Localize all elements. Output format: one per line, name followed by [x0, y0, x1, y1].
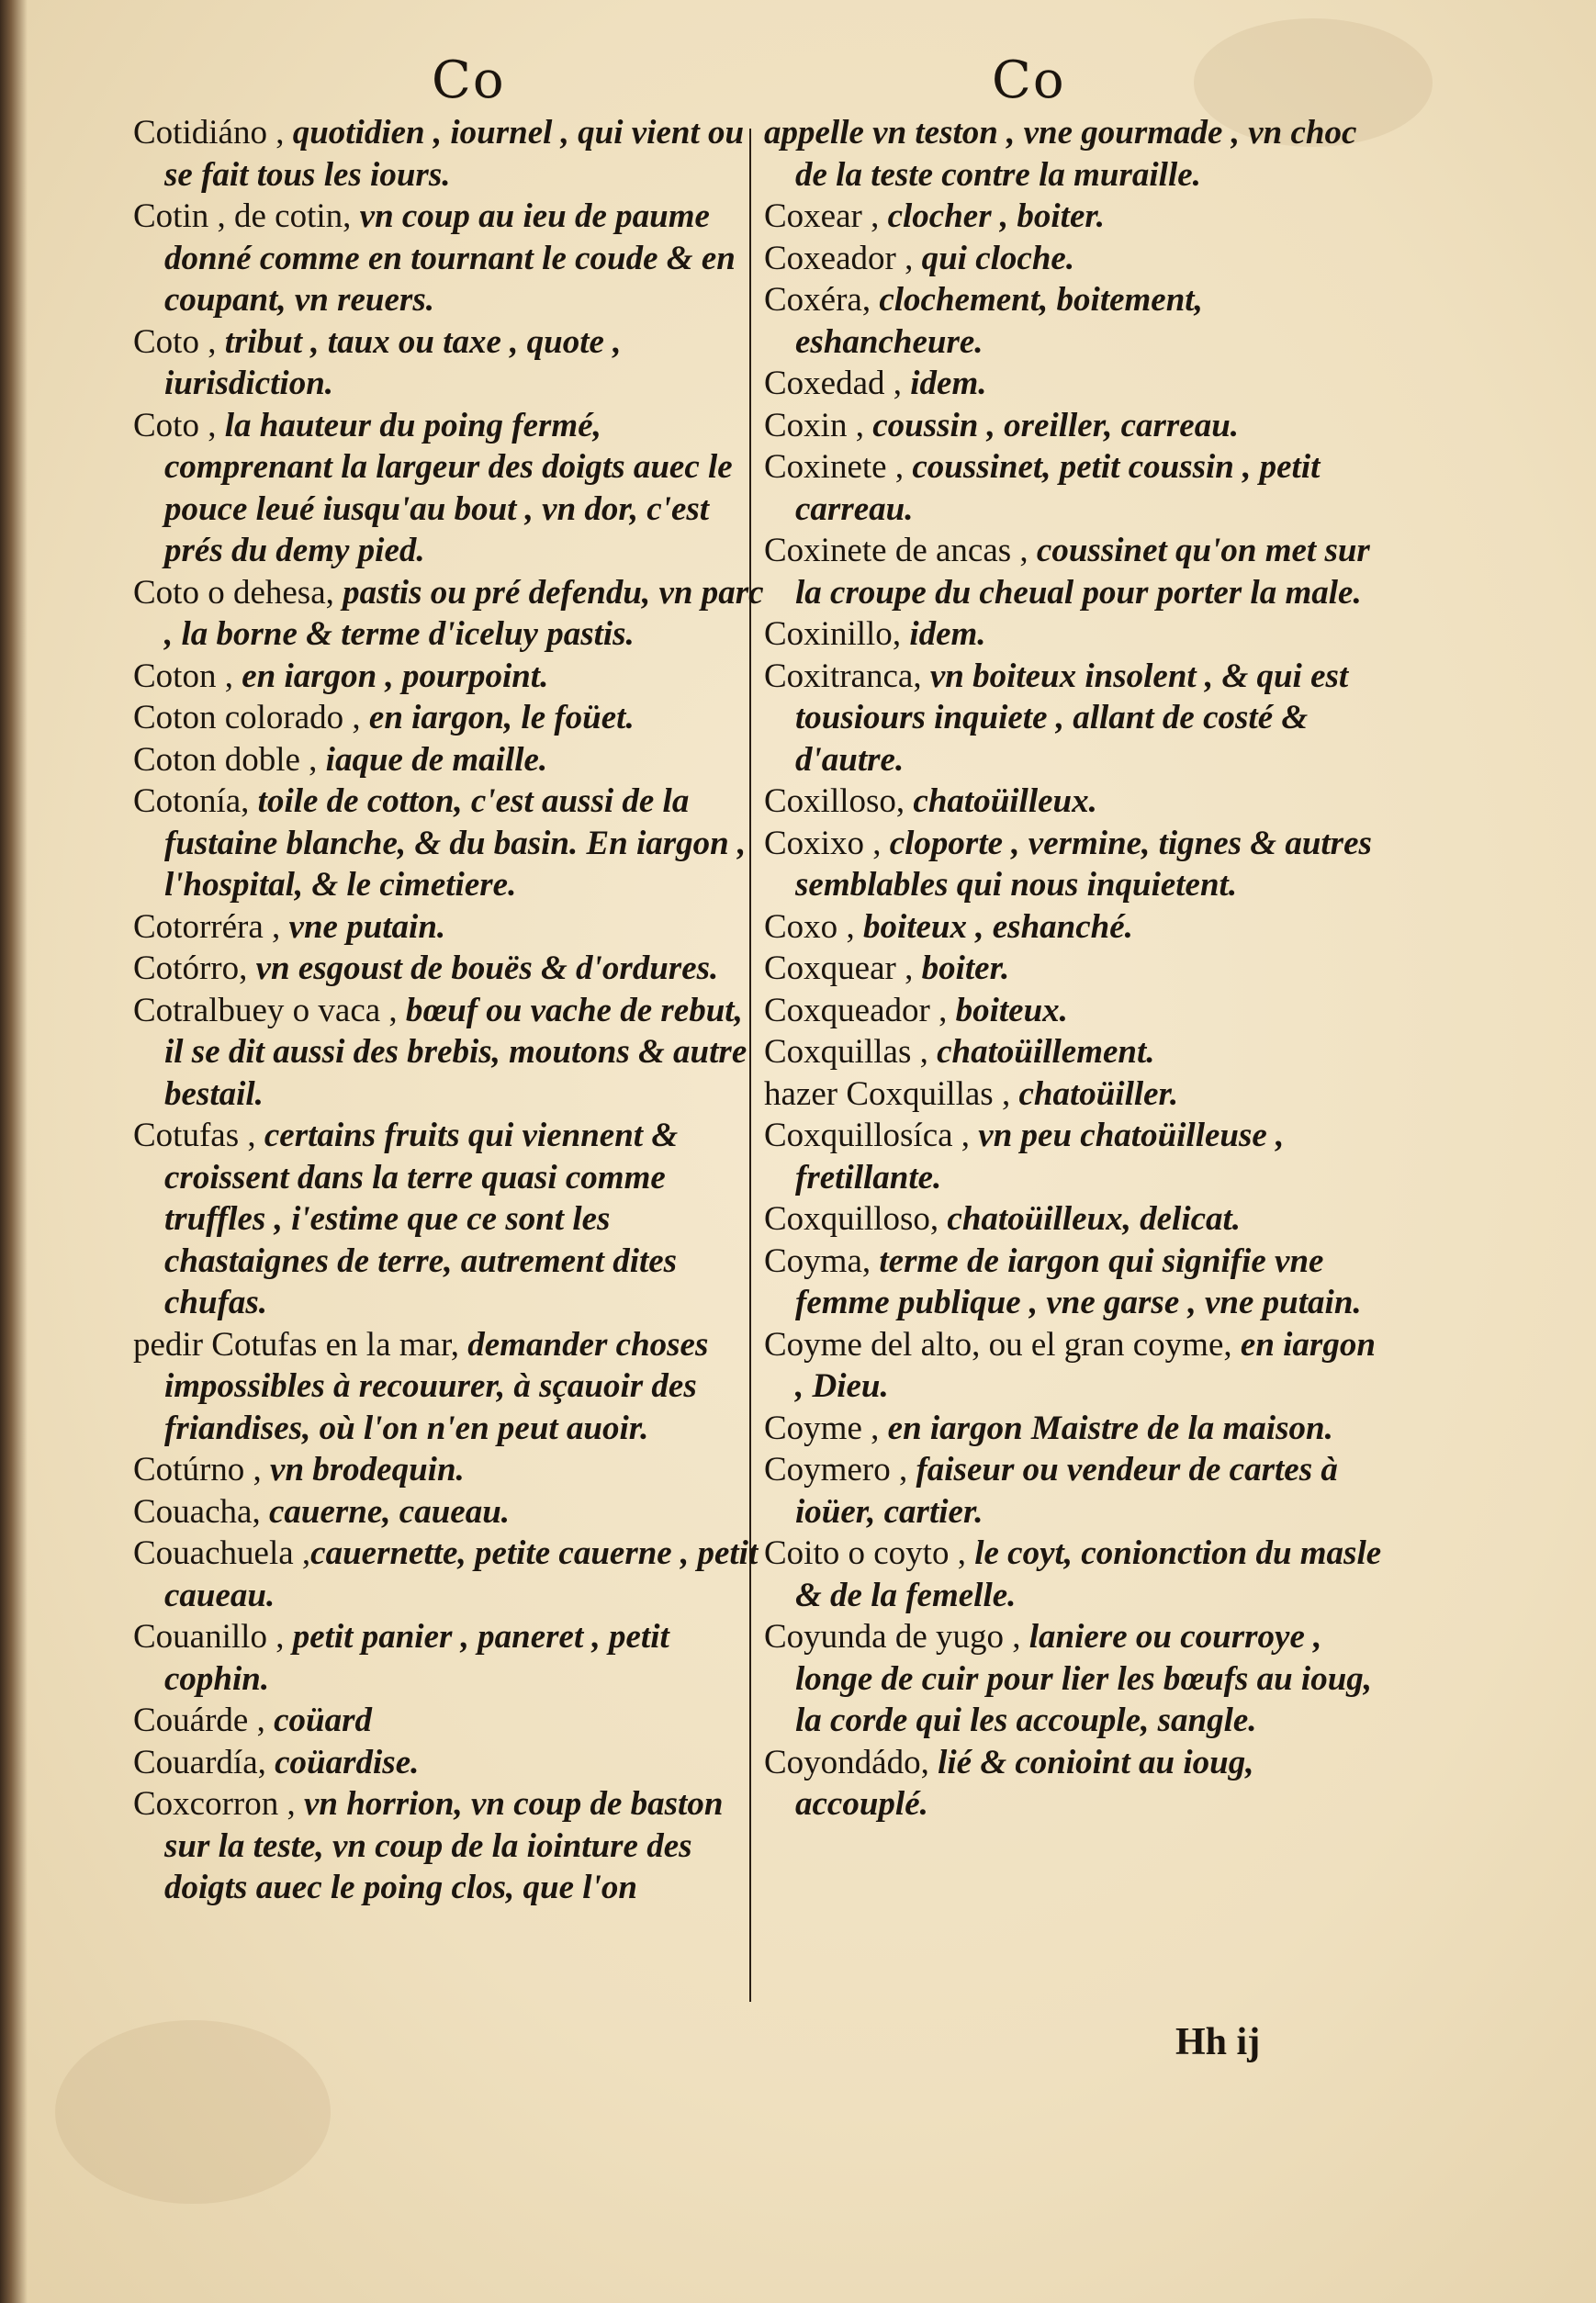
entry-separator: ,: [847, 406, 873, 444]
entry-headword: Cotúrno: [133, 1451, 245, 1489]
dictionary-entry: [133, 1700, 767, 1742]
dictionary-entry: [764, 1031, 1388, 1073]
entry-separator: ,: [343, 197, 360, 235]
entry-definition: vn esgoust de bouës & d'ordures.: [255, 949, 719, 987]
dictionary-entry: [133, 405, 767, 572]
dictionary-entry: [133, 1449, 767, 1491]
entry-headword: Coxeador: [764, 239, 896, 277]
paper-stain: [55, 2020, 331, 2204]
entry-headword: Coto: [133, 406, 199, 444]
dictionary-entry: [764, 1241, 1388, 1324]
entry-separator: ,: [895, 239, 922, 277]
dictionary-entry: [764, 363, 1388, 405]
entry-definition: chatoüillement.: [937, 1033, 1155, 1071]
entry-definition: quotidien , iournel , qui vient ou se fait tous les iours.: [164, 114, 745, 194]
entry-separator: ,: [949, 1534, 975, 1572]
entry-headword: Coxixo: [764, 824, 864, 862]
dictionary-entry: [764, 238, 1388, 280]
entry-headword: Coxcorron: [133, 1785, 279, 1823]
entry-separator: ,: [216, 657, 242, 695]
dictionary-entry: [133, 697, 767, 739]
entry-headword: Coito o coyto: [764, 1534, 950, 1572]
entry-headword: Coxquillosíca: [764, 1117, 953, 1154]
entry-headword: Coton: [133, 657, 217, 695]
dictionary-entry: [764, 1073, 1388, 1116]
dictionary-entry: [764, 948, 1388, 990]
dictionary-entry: [133, 1533, 767, 1616]
entry-separator: ,: [895, 782, 914, 820]
entry-definition: petit panier , paneret , petit cophin.: [164, 1618, 669, 1698]
dictionary-entry: [133, 1115, 767, 1324]
dictionary-entry: [133, 1742, 767, 1784]
entry-separator: ,: [266, 1618, 293, 1656]
entry-separator: ,: [892, 615, 910, 653]
entry-headword: Coto o dehesa: [133, 573, 326, 612]
dictionary-entry: [764, 1324, 1388, 1408]
entry-definition: appelle vn teston , vne gourmade , vn choc de la teste contre la muraille.: [764, 114, 1357, 194]
dictionary-entry: [133, 196, 767, 321]
entry-headword: pedir Cotufas en la mar: [133, 1325, 451, 1364]
entry-definition: clocher , boiter.: [887, 197, 1105, 235]
entry-separator: ,: [257, 1743, 275, 1781]
entry-definition: vn brodequin.: [270, 1451, 465, 1489]
entry-definition: vn peu chatoüilleuse , fretillante.: [795, 1117, 1285, 1196]
entry-definition: coüardise.: [275, 1743, 420, 1781]
entry-definition: vn horrion, vn coup de baston sur la teste, vn coup de la iointure des doigts auec le poing clos, que l'on: [164, 1785, 724, 1906]
entry-separator: ,: [886, 448, 913, 486]
entry-definition: vn coup au ieu de paume donné comme en tournant le coude & en coupant, vn reuers.: [164, 197, 736, 319]
entry-headword: Coyma: [764, 1241, 862, 1280]
entry-definition: cauernette, petite cauerne , petit caueau.: [164, 1534, 759, 1614]
dictionary-entry: [764, 530, 1388, 613]
entry-headword: Couachuela: [133, 1534, 294, 1572]
entry-headword: Couanillo: [133, 1618, 267, 1656]
entry-headword: hazer Coxquillas: [764, 1074, 994, 1113]
entry-separator: ,: [450, 1325, 468, 1364]
entry-separator: ,: [895, 949, 922, 987]
entry-separator: ,: [911, 1033, 938, 1071]
entry-definition: pastis ou pré defendu, vn parc , la borne & terme d'iceluy pastis.: [164, 573, 764, 653]
entry-headword: Coxo: [764, 907, 838, 946]
dictionary-column-left: [133, 112, 767, 1909]
entry-headword: Coxqueador: [764, 991, 930, 1029]
entry-definition: faiseur ou vendeur de cartes à ioüer, cartier.: [795, 1451, 1338, 1531]
dictionary-entry: [133, 112, 767, 196]
entry-headword: Coton doble: [133, 740, 300, 779]
entry-separator: ,: [861, 1241, 880, 1280]
entry-definition: vne putain.: [288, 907, 446, 946]
running-header-left: Co: [432, 51, 506, 110]
entry-headword: Coxéra: [764, 281, 862, 319]
dictionary-entry: [764, 1115, 1388, 1198]
entry-separator: ,: [299, 740, 326, 779]
entry-definition: chatoüilleux, delicat.: [947, 1200, 1242, 1238]
dictionary-entry: [133, 781, 767, 906]
entry-separator: ,: [293, 1534, 311, 1572]
dictionary-entry: [133, 1324, 767, 1450]
entry-separator: ,: [861, 1409, 888, 1447]
entry-separator: ,: [266, 114, 293, 152]
entry-separator: ,: [198, 406, 225, 444]
dictionary-entry: [133, 1616, 767, 1700]
entry-definition: boiteux.: [955, 991, 1068, 1029]
entry-headword: Coxedad: [764, 365, 885, 402]
entry-headword: Couárde: [133, 1702, 249, 1739]
dictionary-entry: [133, 948, 767, 990]
signature-mark: Hh ij: [1175, 2021, 1261, 2063]
entry-definition: idem.: [909, 615, 986, 653]
entry-definition: laniere ou courroye , longe de cuir pour lier les bœufs au ioug, la corde qui les accouple, sangle.: [795, 1618, 1373, 1739]
entry-headword: Couardía: [133, 1743, 258, 1781]
entry-headword: Coyme: [764, 1409, 862, 1447]
entry-definition: iaque de maille.: [325, 740, 548, 779]
entry-definition: boiter.: [921, 949, 1010, 987]
entry-separator: ,: [861, 197, 888, 235]
entry-separator: ,: [248, 1702, 275, 1739]
entry-separator: ,: [241, 782, 258, 820]
entry-definition: terme de iargon qui signifie vne femme publique , vne garse , vne putain.: [795, 1241, 1362, 1321]
dictionary-entry: [764, 656, 1388, 781]
entry-definition: le coyt, conionction du masle & de la femelle.: [795, 1534, 1382, 1614]
entry-definition: coüard: [274, 1702, 373, 1739]
entry-headword: Couacha: [133, 1492, 253, 1531]
dictionary-entry: [133, 739, 767, 781]
entry-separator: ,: [278, 1785, 304, 1823]
dictionary-entry: [764, 112, 1388, 196]
dictionary-entry: [764, 1449, 1388, 1533]
entry-separator: ,: [239, 1117, 264, 1154]
entry-definition: tribut , taux ou taxe , quote , iurisdiction.: [164, 322, 622, 402]
dictionary-entry: [764, 906, 1388, 949]
dictionary-entry: [764, 1742, 1388, 1826]
dictionary-entry: [764, 1198, 1388, 1241]
dictionary-entry: [764, 613, 1388, 656]
entry-headword: Coyondádo: [764, 1743, 921, 1781]
dictionary-entry: [764, 446, 1388, 530]
entry-separator: ,: [263, 907, 289, 946]
entry-separator: ,: [890, 1451, 916, 1489]
entry-definition: coussin , oreiller, carreau.: [872, 406, 1240, 444]
entry-headword: Cotralbuey o vaca: [133, 991, 381, 1029]
entry-definition: coussinet, petit coussin , petit carreau.: [795, 448, 1321, 528]
entry-headword: Coxilloso: [764, 782, 896, 820]
dictionary-entry: [764, 823, 1388, 906]
entry-separator: ,: [244, 1451, 271, 1489]
dictionary-entry: [764, 781, 1388, 823]
entry-definition: lié & conioint au ioug, accouplé.: [795, 1743, 1254, 1823]
entry-headword: Coxinete: [764, 448, 887, 486]
entry-definition: toile de cotton, c'est aussi de la fustaine blanche, & du basin. En iargon , l'hospital, & le cimetiere.: [164, 782, 747, 904]
dictionary-entry: [133, 906, 767, 949]
entry-headword: Cotorréra: [133, 907, 264, 946]
entry-definition: certains fruits qui viennent & croissent dans la terre quasi comme truffles , i'estime que ce sont les chastaignes de terre, autrement dites chufas.: [164, 1117, 679, 1321]
entry-separator: ,: [913, 657, 930, 695]
entry-separator: ,: [929, 1200, 948, 1238]
dictionary-entry: [764, 405, 1388, 447]
dictionary-column-right: [764, 112, 1388, 1826]
dictionary-entry: [764, 990, 1388, 1032]
entry-headword: Coton colorado: [133, 699, 344, 736]
entry-definition: la hauteur du poing fermé, comprenant la largeur des doigts auec le pouce leué iusqu'au bout , vn dor, c'est prés du demy pied.: [164, 406, 733, 569]
entry-headword: Coxear: [764, 197, 862, 235]
entry-separator: ,: [952, 1117, 979, 1154]
entry-definition: chatoüilleux.: [913, 782, 1097, 820]
entry-definition: vn boiteux insolent , & qui est tousiours inquiete , allant de costé & d'autre.: [795, 657, 1349, 779]
entry-definition: cauerne, caueau.: [268, 1492, 511, 1531]
page-binding-edge: [0, 0, 28, 2303]
entry-separator: ,: [325, 573, 343, 612]
dictionary-entry: [764, 1533, 1388, 1616]
dictionary-entry: [764, 196, 1388, 238]
entry-separator: ,: [1004, 1618, 1029, 1656]
entry-headword: Cotidiáno: [133, 114, 267, 152]
entry-separator: ,: [920, 1743, 938, 1781]
entry-definition: chatoüiller.: [1018, 1074, 1179, 1113]
dictionary-entry: [133, 990, 767, 1116]
entry-separator: ,: [993, 1074, 1019, 1113]
entry-definition: qui cloche.: [921, 239, 1075, 277]
dictionary-entry: [133, 321, 767, 405]
entry-separator: ,: [239, 949, 256, 987]
entry-headword: Coxquilloso: [764, 1200, 930, 1238]
entry-separator: ,: [198, 322, 225, 361]
entry-separator: ,: [861, 281, 880, 319]
dictionary-entry: [133, 572, 767, 656]
entry-separator: ,: [929, 991, 956, 1029]
entry-separator: ,: [380, 991, 406, 1029]
entry-headword: Cotufas: [133, 1117, 240, 1154]
entry-definition: clochement, boitement, eshancheure.: [795, 281, 1203, 361]
entry-definition: en iargon Maistre de la maison.: [887, 1409, 1333, 1447]
dictionary-entry: [133, 656, 767, 698]
entry-definition: en iargon , Dieu.: [795, 1325, 1376, 1405]
dictionary-entry: [764, 279, 1388, 363]
entry-headword: Cotonía: [133, 782, 242, 820]
entry-definition: coussinet qu'on met sur la croupe du cheual pour porter la male.: [795, 532, 1370, 612]
entry-separator: ,: [884, 365, 911, 402]
entry-headword: Coxitranca: [764, 657, 914, 695]
entry-separator: ,: [1223, 1325, 1241, 1364]
running-header-right: Co: [992, 51, 1066, 110]
entry-headword: Cotin , de cotin: [133, 197, 343, 235]
entry-definition: en iargon , pourpoint.: [242, 657, 549, 695]
entry-headword: Coyme del alto, ou el gran coyme: [764, 1325, 1224, 1364]
entry-definition: boiteux , eshanché.: [862, 907, 1133, 946]
dictionary-entry: [133, 1783, 767, 1909]
entry-definition: bœuf ou vache de rebut, il se dit aussi des brebis, moutons & autre bestail.: [164, 991, 747, 1113]
entry-definition: cloporte , vermine, tignes & autres semblables qui nous inquietent.: [795, 824, 1372, 904]
entry-separator: ,: [863, 824, 890, 862]
entry-separator: ,: [837, 907, 863, 946]
dictionary-entry: [764, 1616, 1388, 1742]
entry-headword: Coxin: [764, 406, 848, 444]
entry-headword: Coxinillo: [764, 615, 893, 653]
entry-headword: Coxquear: [764, 949, 896, 987]
entry-separator: ,: [343, 699, 369, 736]
entry-headword: Coxinete de ancas: [764, 532, 1012, 569]
entry-definition: idem.: [910, 365, 987, 402]
entry-definition: demander choses impossibles à recouurer, à sçauoir des friandises, où l'on n'en peut auoir.: [164, 1325, 709, 1447]
entry-headword: Coto: [133, 322, 199, 361]
dictionary-entry: [133, 1491, 767, 1533]
entry-headword: Coxquillas: [764, 1033, 912, 1071]
entry-headword: Coymero: [764, 1451, 891, 1489]
dictionary-entry: [764, 1408, 1388, 1450]
entry-headword: Cotórro: [133, 949, 240, 987]
entry-definition: en iargon, le foüet.: [368, 699, 635, 736]
entry-separator: ,: [252, 1492, 269, 1531]
entry-headword: Coyunda de yugo: [764, 1618, 1005, 1656]
entry-separator: ,: [1011, 532, 1037, 569]
